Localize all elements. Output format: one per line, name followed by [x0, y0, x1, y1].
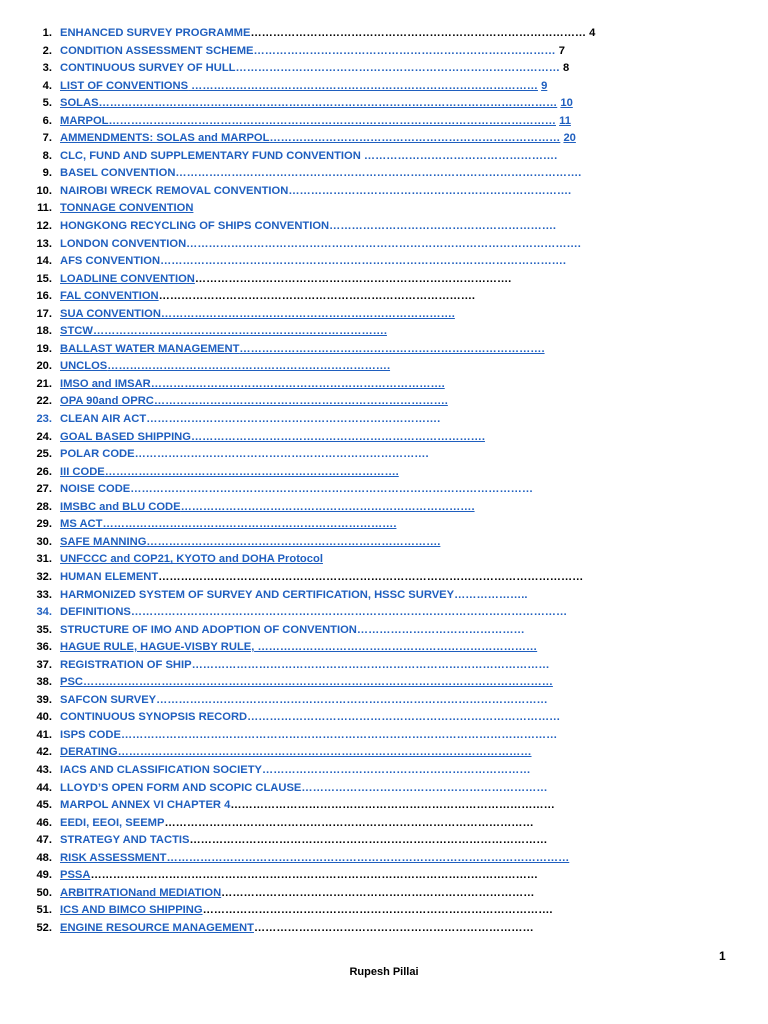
toc-entry: [60, 709, 560, 727]
toc-leader-dots: ………………………………………: [356, 623, 525, 636]
toc-row[interactable]: [0, 516, 768, 534]
toc-title: CONTINUOUS SYNOPSIS RECORD: [60, 711, 248, 724]
toc-link[interactable]: HAGUE RULE, HAGUE-VISBY RULE,: [60, 641, 255, 654]
toc-leader-dots: …………………………………………………………………….: [190, 430, 485, 443]
toc-number: 2.: [42, 44, 52, 57]
toc-entry[interactable]: [60, 429, 485, 447]
toc-entry: [60, 622, 525, 640]
toc-leader-dots: ……………………………………………………………………………………………….: [160, 255, 566, 268]
toc-leader-dots: ………………………………………………………………………………….: [202, 904, 553, 917]
toc-entry[interactable]: [60, 376, 445, 394]
toc-entry[interactable]: [60, 674, 553, 692]
toc-title: HONGKONG RECYCLING OF SHIPS CONVENTION: [60, 220, 330, 233]
toc-number: 15.: [36, 272, 52, 285]
toc-page-number: 4: [589, 27, 596, 39]
toc-link[interactable]: BALLAST WATER MANAGEMENT: [60, 342, 240, 355]
toc-leader-dots: ……………………………………………………………………: [269, 132, 561, 145]
toc-number: 1.: [42, 27, 52, 39]
toc-leader-dots: ………………………………………………………………………: [253, 44, 556, 57]
toc-entry: [60, 446, 429, 464]
toc-row: [0, 165, 768, 183]
toc-leader-dots: …………………………………………………………………………………………………: [117, 746, 532, 759]
toc-entry[interactable]: [60, 200, 193, 218]
toc-leader-dots: ……………………………………………………………………………………………………………: [98, 97, 558, 110]
toc-row: [0, 692, 768, 710]
toc-page-number[interactable]: 10: [560, 97, 573, 110]
toc-number: 27.: [36, 483, 52, 496]
toc-leader-dots: …………………………………………………………………….: [180, 500, 475, 513]
toc-entry[interactable]: [60, 551, 323, 569]
toc-row[interactable]: [0, 867, 768, 885]
toc-leader-dots: ……………………………………………………………………………………………………: [158, 570, 584, 583]
toc-row[interactable]: [0, 639, 768, 657]
toc-leader-dots: ………………………………………………………………………………………: [164, 816, 534, 829]
toc-link[interactable]: SUA CONVENTION: [60, 307, 161, 320]
toc-number: 32.: [36, 570, 52, 583]
toc-entry: [60, 832, 547, 850]
toc-title: MARPOL ANNEX VI CHAPTER 4: [60, 799, 231, 812]
toc-entry[interactable]: [60, 271, 511, 289]
toc-row: [0, 411, 768, 429]
toc-row[interactable]: [0, 271, 768, 289]
toc-link[interactable]: TONNAGE CONVENTION: [60, 202, 194, 215]
toc-number: 20.: [36, 360, 52, 373]
toc-number: 49.: [36, 869, 52, 882]
toc-entry: [60, 218, 556, 236]
toc-leader-dots: ……………………………………………………………………………………: [189, 834, 548, 847]
toc-link[interactable]: LIST OF CONVENTIONS: [60, 79, 189, 92]
toc-leader-dots: …………………………………………………………………….: [134, 448, 429, 461]
toc-link[interactable]: DERATING: [60, 746, 118, 759]
toc-title: CONDITION ASSESSMENT SCHEME: [60, 44, 254, 57]
toc-entry[interactable]: [60, 323, 387, 341]
toc-entry: [60, 253, 566, 271]
toc-leader-dots: …………………………………………………………: [301, 781, 548, 794]
toc-leader-dots: …………………………………………………………………….: [146, 413, 441, 426]
toc-row[interactable]: [0, 674, 768, 692]
toc-number: 35.: [36, 623, 52, 636]
toc-title: NAIROBI WRECK REMOVAL CONVENTION: [60, 184, 289, 197]
toc-title: NOISE CODE: [60, 483, 131, 496]
toc-leader-dots: …………………………………………………………………………………………………………: [108, 114, 556, 127]
toc-number: 13.: [36, 237, 52, 250]
toc-row[interactable]: [0, 429, 768, 447]
toc-number: 16.: [36, 290, 52, 303]
toc-row[interactable]: [0, 323, 768, 341]
toc-title: CONTINUOUS SURVEY OF HULL: [60, 62, 236, 75]
toc-entry[interactable]: [60, 499, 475, 517]
toc-entry: [60, 780, 548, 798]
toc-leader-dots: …………………………………………………………………….: [153, 395, 448, 408]
toc-number: 21.: [36, 377, 52, 390]
toc-number: 28.: [36, 500, 52, 513]
toc-entry[interactable]: [60, 920, 534, 938]
toc-entry[interactable]: [60, 130, 576, 148]
toc-entry: [60, 25, 595, 43]
toc-link[interactable]: ENGINE RESOURCE MANAGEMENT: [60, 921, 254, 934]
toc-title: CLEAN AIR ACT: [60, 413, 147, 426]
toc-page-number[interactable]: 20: [563, 132, 576, 145]
toc-link[interactable]: ICS AND BIMCO SHIPPING: [60, 904, 203, 917]
toc-entry: [60, 148, 557, 166]
toc-number: 50.: [36, 886, 52, 899]
toc-leader-dots: …………………………………………………………………….: [146, 535, 441, 548]
toc-row[interactable]: [0, 902, 768, 920]
toc-row[interactable]: [0, 885, 768, 903]
toc-link[interactable]: PSSA: [60, 869, 91, 882]
toc-row[interactable]: [0, 850, 768, 868]
toc-number: 19.: [36, 342, 52, 355]
toc-entry[interactable]: [60, 639, 537, 657]
toc-title: EEDI, EEOI, SEEMP: [60, 816, 165, 829]
toc-row[interactable]: [0, 551, 768, 569]
toc-leader-dots: …………………………………………………………………: [253, 921, 534, 934]
toc-entry: [60, 604, 567, 622]
toc-leader-dots: ………………………………………………………………….: [288, 184, 572, 197]
toc-entry: [60, 183, 571, 201]
toc-row[interactable]: [0, 95, 768, 113]
toc-row[interactable]: [0, 376, 768, 394]
toc-row[interactable]: [0, 306, 768, 324]
toc-leader-dots: ………………………………………………………………………………………………………: [120, 728, 558, 741]
toc-leader-dots: …………………………………………………………………….: [92, 325, 387, 338]
toc-row: [0, 797, 768, 815]
toc-row[interactable]: [0, 744, 768, 762]
toc-number: 14.: [36, 255, 52, 268]
toc-link[interactable]: GOAL BASED SHIPPING: [60, 430, 191, 443]
toc-row[interactable]: [0, 358, 768, 376]
toc-number: 47.: [36, 834, 52, 847]
toc-number: 24.: [36, 430, 52, 443]
toc-link[interactable]: ARBITRATIONand MEDIATION: [60, 886, 222, 899]
toc-number: 42.: [36, 746, 52, 759]
toc-link[interactable]: PSC: [60, 676, 84, 689]
toc-entry[interactable]: [60, 867, 538, 885]
toc-row: [0, 60, 768, 78]
toc-leader-dots: ………………………………………………………………………………………………………………: [83, 676, 553, 689]
toc-page-number[interactable]: 11: [559, 114, 571, 127]
toc-row: [0, 727, 768, 745]
toc-link[interactable]: STCW: [60, 325, 93, 338]
toc-number: 12.: [36, 220, 52, 233]
toc-leader-dots: ……………………………………………………………………………………………….: [175, 167, 582, 180]
toc-row: [0, 780, 768, 798]
toc-leader-dots: ……………………………………………………………………………: [235, 62, 560, 75]
toc-number: 11.: [37, 202, 52, 215]
toc-row: [0, 832, 768, 850]
toc-number: 18.: [36, 325, 52, 338]
toc-entry[interactable]: [60, 885, 534, 903]
toc-leader-dots: …………………………………………………….: [329, 220, 556, 233]
toc-number: 5.: [42, 97, 52, 110]
toc-leader-dots: ………………………………………………………………………………………………………: [130, 606, 568, 619]
toc-entry: [60, 797, 555, 815]
toc-row: [0, 762, 768, 780]
toc-entry: [60, 587, 527, 605]
toc-number: 51.: [36, 904, 52, 917]
toc-number: 10.: [36, 184, 52, 197]
toc-title: STRUCTURE OF IMO AND ADOPTION OF CONVENTION: [60, 623, 357, 636]
toc-row[interactable]: [0, 288, 768, 306]
toc-page-number[interactable]: 9: [541, 79, 548, 92]
toc-number: 26.: [36, 465, 52, 478]
toc-row: [0, 218, 768, 236]
toc-leader-dots: ……………………………………………………………………………………………: [156, 693, 548, 706]
toc-link[interactable]: AMMENDMENTS: SOLAS and MARPOL: [60, 132, 270, 145]
toc-number: 30.: [36, 535, 52, 548]
toc-title: ENHANCED SURVEY PROGRAMME: [60, 27, 251, 39]
toc-entry: [60, 569, 583, 587]
toc-entry[interactable]: [60, 534, 440, 552]
toc-number: 44.: [36, 781, 52, 794]
toc-link[interactable]: FAL CONVENTION: [60, 290, 159, 303]
toc-title: AFS CONVENTION: [60, 255, 161, 268]
toc-link[interactable]: UNFCCC and COP21, KYOTO and DOHA Protocol: [60, 553, 323, 566]
toc-number: 31.: [36, 553, 52, 566]
toc-entry[interactable]: [60, 78, 547, 96]
toc-entry[interactable]: [60, 464, 399, 482]
toc-row: [0, 587, 768, 605]
toc-leader-dots: …………………………………………………………………………………: [188, 79, 538, 92]
toc-title: SAFCON SURVEY: [60, 693, 157, 706]
toc-number: 8.: [42, 149, 52, 162]
toc-leader-dots: ………………………………………………………………: [262, 763, 531, 776]
toc-entry[interactable]: [60, 902, 552, 920]
toc-link[interactable]: SAFE MANNING: [60, 535, 147, 548]
toc-link[interactable]: MS ACT: [60, 518, 103, 531]
toc-entry[interactable]: [60, 341, 545, 359]
toc-leader-dots: …………………………………………………………………: [254, 641, 538, 654]
toc-number: 25.: [36, 448, 52, 461]
toc-number: 52.: [36, 921, 52, 934]
toc-entry[interactable]: [60, 358, 390, 376]
toc-entry: [60, 60, 569, 78]
toc-link[interactable]: MARPOL: [60, 114, 109, 127]
toc-row: [0, 148, 768, 166]
toc-title: ISPS CODE: [60, 728, 121, 741]
toc-number: 33.: [36, 588, 52, 601]
toc-entry: [60, 692, 548, 710]
toc-row[interactable]: [0, 464, 768, 482]
toc-entry: [60, 815, 534, 833]
toc-leader-dots: …………………………………………………………………….: [102, 518, 397, 531]
toc-number: 36.: [36, 641, 52, 654]
toc-title: DEFINITIONS: [60, 606, 131, 619]
toc-leader-dots: ………………………………………………………………………….: [194, 272, 512, 285]
toc-entry: [60, 657, 550, 675]
toc-row[interactable]: [0, 393, 768, 411]
toc-leader-dots: …………………………………………………………………………………………………………: [90, 869, 538, 882]
toc-row: [0, 604, 768, 622]
toc-number: 22.: [36, 395, 52, 408]
toc-number: 34.: [36, 606, 52, 619]
toc-leader-dots: …………………………………………………………………….: [150, 377, 445, 390]
toc-link[interactable]: LOADLINE CONVENTION: [60, 272, 195, 285]
toc-leader-dots: ………………………………………………………………………………………………: [130, 483, 533, 496]
toc-entry[interactable]: [60, 516, 396, 534]
toc-link[interactable]: IMSO and IMSAR: [60, 377, 151, 390]
toc-row[interactable]: [0, 499, 768, 517]
toc-title: BASEL CONVENTION: [60, 167, 176, 180]
toc-leader-dots: …………………………………………………………………….: [160, 307, 455, 320]
toc-row[interactable]: [0, 341, 768, 359]
toc-number: 40.: [36, 711, 52, 724]
toc-entry: [60, 165, 581, 183]
toc-leader-dots: ………………..: [454, 588, 528, 601]
toc-title: LONDON CONVENTION: [60, 237, 187, 250]
toc-row[interactable]: [0, 113, 768, 131]
toc-number: 48.: [36, 851, 52, 864]
toc-row: [0, 709, 768, 727]
toc-leader-dots: …………………………………………………………………….: [104, 465, 399, 478]
toc-row: [0, 236, 768, 254]
toc-entry[interactable]: [60, 744, 532, 762]
toc-leader-dots: ………………………………………………………………….: [107, 360, 391, 373]
toc-entry: [60, 727, 557, 745]
toc-number: 37.: [36, 658, 52, 671]
toc-page-number: 8: [563, 62, 570, 75]
toc-link[interactable]: III CODE: [60, 465, 105, 478]
toc-leader-dots: …………………………………………………………………………………………….: [186, 237, 581, 250]
toc-number: 41.: [36, 728, 52, 741]
toc-row[interactable]: [0, 920, 768, 938]
toc-link[interactable]: SOLAS: [60, 97, 99, 110]
toc-entry: [60, 43, 565, 61]
toc-title: POLAR CODE: [60, 448, 135, 461]
toc-title: HARMONIZED SYSTEM OF SURVEY AND CERTIFICATION, HSSC SURVEY: [60, 588, 455, 601]
toc-leader-dots: ……………………………………………………………………………: [230, 799, 555, 812]
toc-leader-dots: ………………………………………………………………………….: [158, 290, 475, 303]
toc-number: 29.: [36, 518, 52, 531]
toc-row[interactable]: [0, 130, 768, 148]
toc-link[interactable]: IMSBC and BLU CODE: [60, 500, 181, 513]
toc-leader-dots: ………………………………………………………………………………………………: [166, 851, 570, 864]
toc-leader-dots: ………………………………………………………………………………: [250, 27, 587, 39]
toc-title: STRATEGY AND TACTIS: [60, 834, 190, 847]
toc-leader-dots: ……………………………………………………………………….: [239, 342, 545, 355]
toc-entry[interactable]: [60, 850, 569, 868]
toc-row: [0, 481, 768, 499]
toc-row[interactable]: [0, 78, 768, 96]
toc-row[interactable]: [0, 534, 768, 552]
toc-row: [0, 25, 768, 43]
toc-number: 7.: [42, 132, 52, 145]
toc-entry[interactable]: [60, 393, 448, 411]
page-number: 1: [719, 949, 726, 963]
toc-leader-dots: ……………………………………………………………………………………: [191, 658, 550, 671]
toc-number: 43.: [36, 763, 52, 776]
toc-title: LLOYD’S OPEN FORM AND SCOPIC CLAUSE: [60, 781, 302, 794]
toc-entry[interactable]: [60, 288, 475, 306]
toc-entry: [60, 481, 533, 499]
toc-number: 38.: [36, 676, 52, 689]
toc-title: REGISTRATION OF SHIP: [60, 658, 192, 671]
toc-entry[interactable]: [60, 113, 571, 131]
toc-link[interactable]: UNCLOS: [60, 360, 108, 373]
toc-entry[interactable]: [60, 95, 573, 113]
toc-entry: [60, 411, 440, 429]
toc-row: [0, 446, 768, 464]
toc-row: [0, 657, 768, 675]
table-of-contents: [0, 25, 768, 937]
toc-row: [0, 43, 768, 61]
toc-number: 23.: [36, 413, 52, 426]
toc-row: [0, 815, 768, 833]
toc-number: 6.: [42, 114, 52, 127]
toc-title: CLC, FUND AND SUPPLEMENTARY FUND CONVENTION: [60, 149, 361, 162]
toc-entry: [60, 236, 581, 254]
toc-number: 17.: [36, 307, 52, 320]
toc-number: 45.: [36, 799, 52, 812]
toc-leader-dots: …………………………………………………………………………: [247, 711, 561, 724]
toc-leader-dots: …………………………………………….: [360, 149, 558, 162]
toc-link[interactable]: RISK ASSESSMENT: [60, 851, 167, 864]
toc-number: 4.: [42, 79, 52, 92]
toc-row: [0, 253, 768, 271]
toc-number: 39.: [36, 693, 52, 706]
toc-entry: [60, 762, 531, 780]
toc-number: 3.: [42, 62, 52, 75]
toc-number: 9.: [42, 167, 52, 180]
toc-page-number: 7: [558, 44, 565, 57]
toc-row: [0, 569, 768, 587]
toc-leader-dots: …………………………………………………………………………: [221, 886, 535, 899]
footer-author: Rupesh Pillai: [349, 966, 419, 978]
toc-number: 46.: [36, 816, 52, 829]
toc-link[interactable]: OPA 90and OPRC: [60, 395, 154, 408]
toc-title: HUMAN ELEMENT: [60, 570, 159, 583]
toc-row[interactable]: [0, 200, 768, 218]
toc-entry[interactable]: [60, 306, 455, 324]
toc-row: [0, 183, 768, 201]
toc-title: IACS AND CLASSIFICATION SOCIETY: [60, 763, 263, 776]
toc-row: [0, 622, 768, 640]
